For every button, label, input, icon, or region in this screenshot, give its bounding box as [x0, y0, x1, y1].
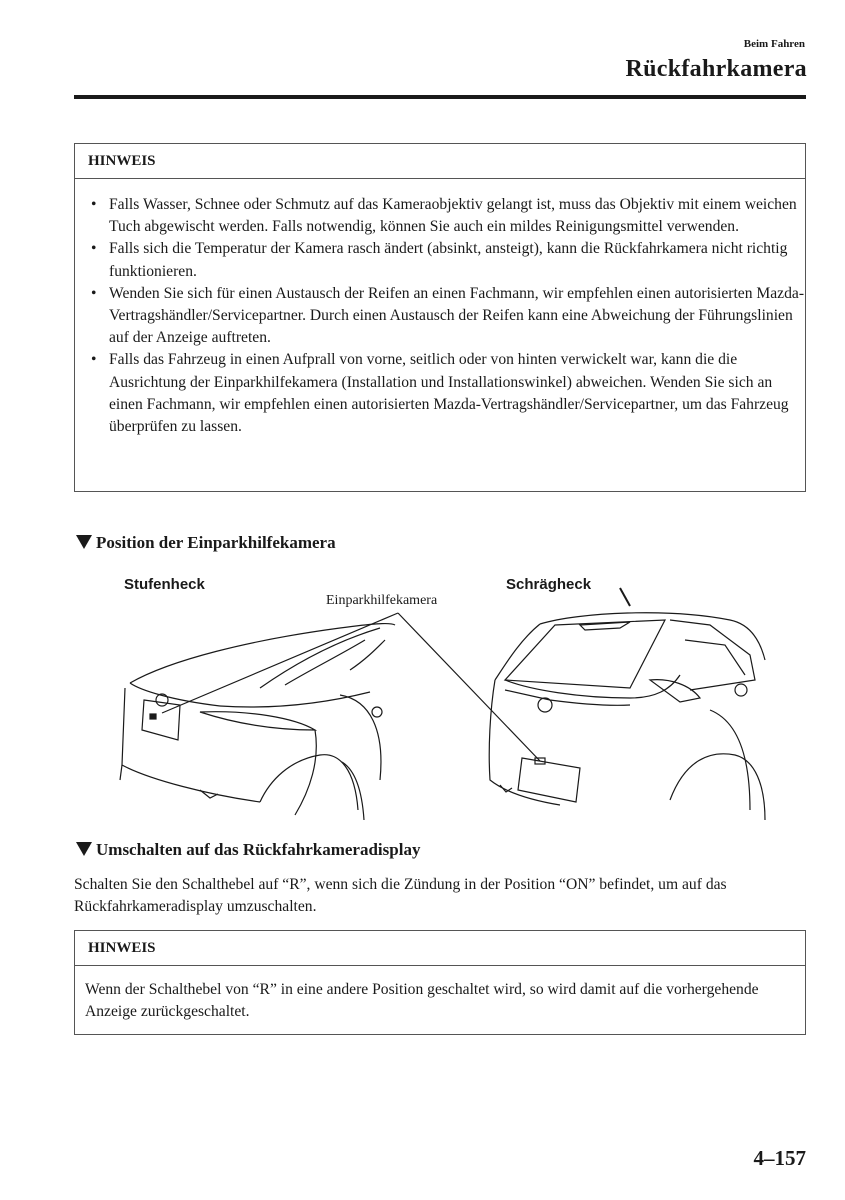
sedan-car-icon: [120, 624, 395, 820]
section-heading-camera-position: [76, 533, 336, 553]
note-box: [74, 143, 806, 492]
figure-label-sedan: Stufenheck: [124, 576, 205, 593]
bullet-icon: •: [91, 284, 97, 302]
body-paragraph: Schalten Sie den Schalthebel auf “R”, wenn sich die Zündung in der Position “ON” befindet, um auf das Rückfahrkameradisplay umzuschalten.: [74, 876, 727, 916]
title-rule: [74, 95, 806, 99]
note-list: [75, 179, 805, 438]
page-title: Rückfahrkamera: [625, 56, 807, 82]
page-number: 4–157: [753, 1146, 806, 1170]
note-box: [74, 930, 806, 1035]
note-text: Wenn der Schalthebel von “R” in eine andere Position geschaltet wird, so wird damit auf die vorhergehende Anzeige zurückgeschaltet.: [85, 981, 759, 1021]
camera-position-illustration: [110, 580, 770, 825]
bullet-icon: •: [91, 196, 97, 213]
section-label: Beim Fahren: [743, 38, 805, 50]
note-item: [75, 349, 805, 438]
note-heading: HINWEIS: [75, 144, 805, 179]
callout-leader-hatchback: [398, 613, 540, 761]
note-item-text: Falls das Fahrzeug in einen Aufprall von vorne, seitlich oder von hinten verwickelt war, kann die die Ausrichtung der Einparkhilfekamera (Installation und Installationswinkel) abweichen. Wenden Sie sich an einen Fachmann, wir empfehlen einen autorisierten Mazda-Vertragshändler/Servicepartner, um das Fahrzeug überprüfen zu lassen.: [109, 351, 789, 436]
section-heading-text: Position der Einparkhilfekamera: [96, 533, 336, 552]
section-heading-text: Umschalten auf das Rückfahrkameradisplay: [96, 840, 421, 859]
note-item-text: Falls sich die Temperatur der Kamera rasch ändert (absinkt, ansteigt), kann die Rückfahrkamera nicht richtig funktionieren.: [109, 240, 788, 280]
note-item-text: Wenden Sie sich für einen Austausch der Reifen an einen Fachmann, wir empfehlen einen autorisierten Mazda-Vertragshändler/Servicepartner. Durch einen Austausch der Reifen kann eine Abweichung der Führungslinien auf der Anzeige auftreten.: [109, 284, 805, 347]
hatchback-car-icon: [489, 588, 765, 820]
note-item: [75, 283, 805, 350]
figure-callout-camera: Einparkhilfekamera: [326, 593, 438, 608]
triangle-icon: [76, 535, 92, 549]
section-heading-display-switch: [76, 840, 420, 860]
note-item: [75, 194, 805, 238]
note-heading: HINWEIS: [75, 931, 805, 966]
note-item-text: Falls Wasser, Schnee oder Schmutz auf das Kameraobjektiv gelangt ist, muss das Objektiv mit einem weichen Tuch abgewischt werden. Falls notwendig, können Sie auch ein mildes Reinigungsmittel verwenden.: [109, 196, 797, 236]
callout-leader-sedan: [162, 613, 398, 713]
note-item: [75, 238, 805, 282]
triangle-icon: [76, 842, 92, 856]
bullet-icon: •: [91, 240, 97, 258]
figure-label-hatchback: Schrägheck: [506, 576, 592, 593]
bullet-icon: •: [91, 351, 97, 369]
